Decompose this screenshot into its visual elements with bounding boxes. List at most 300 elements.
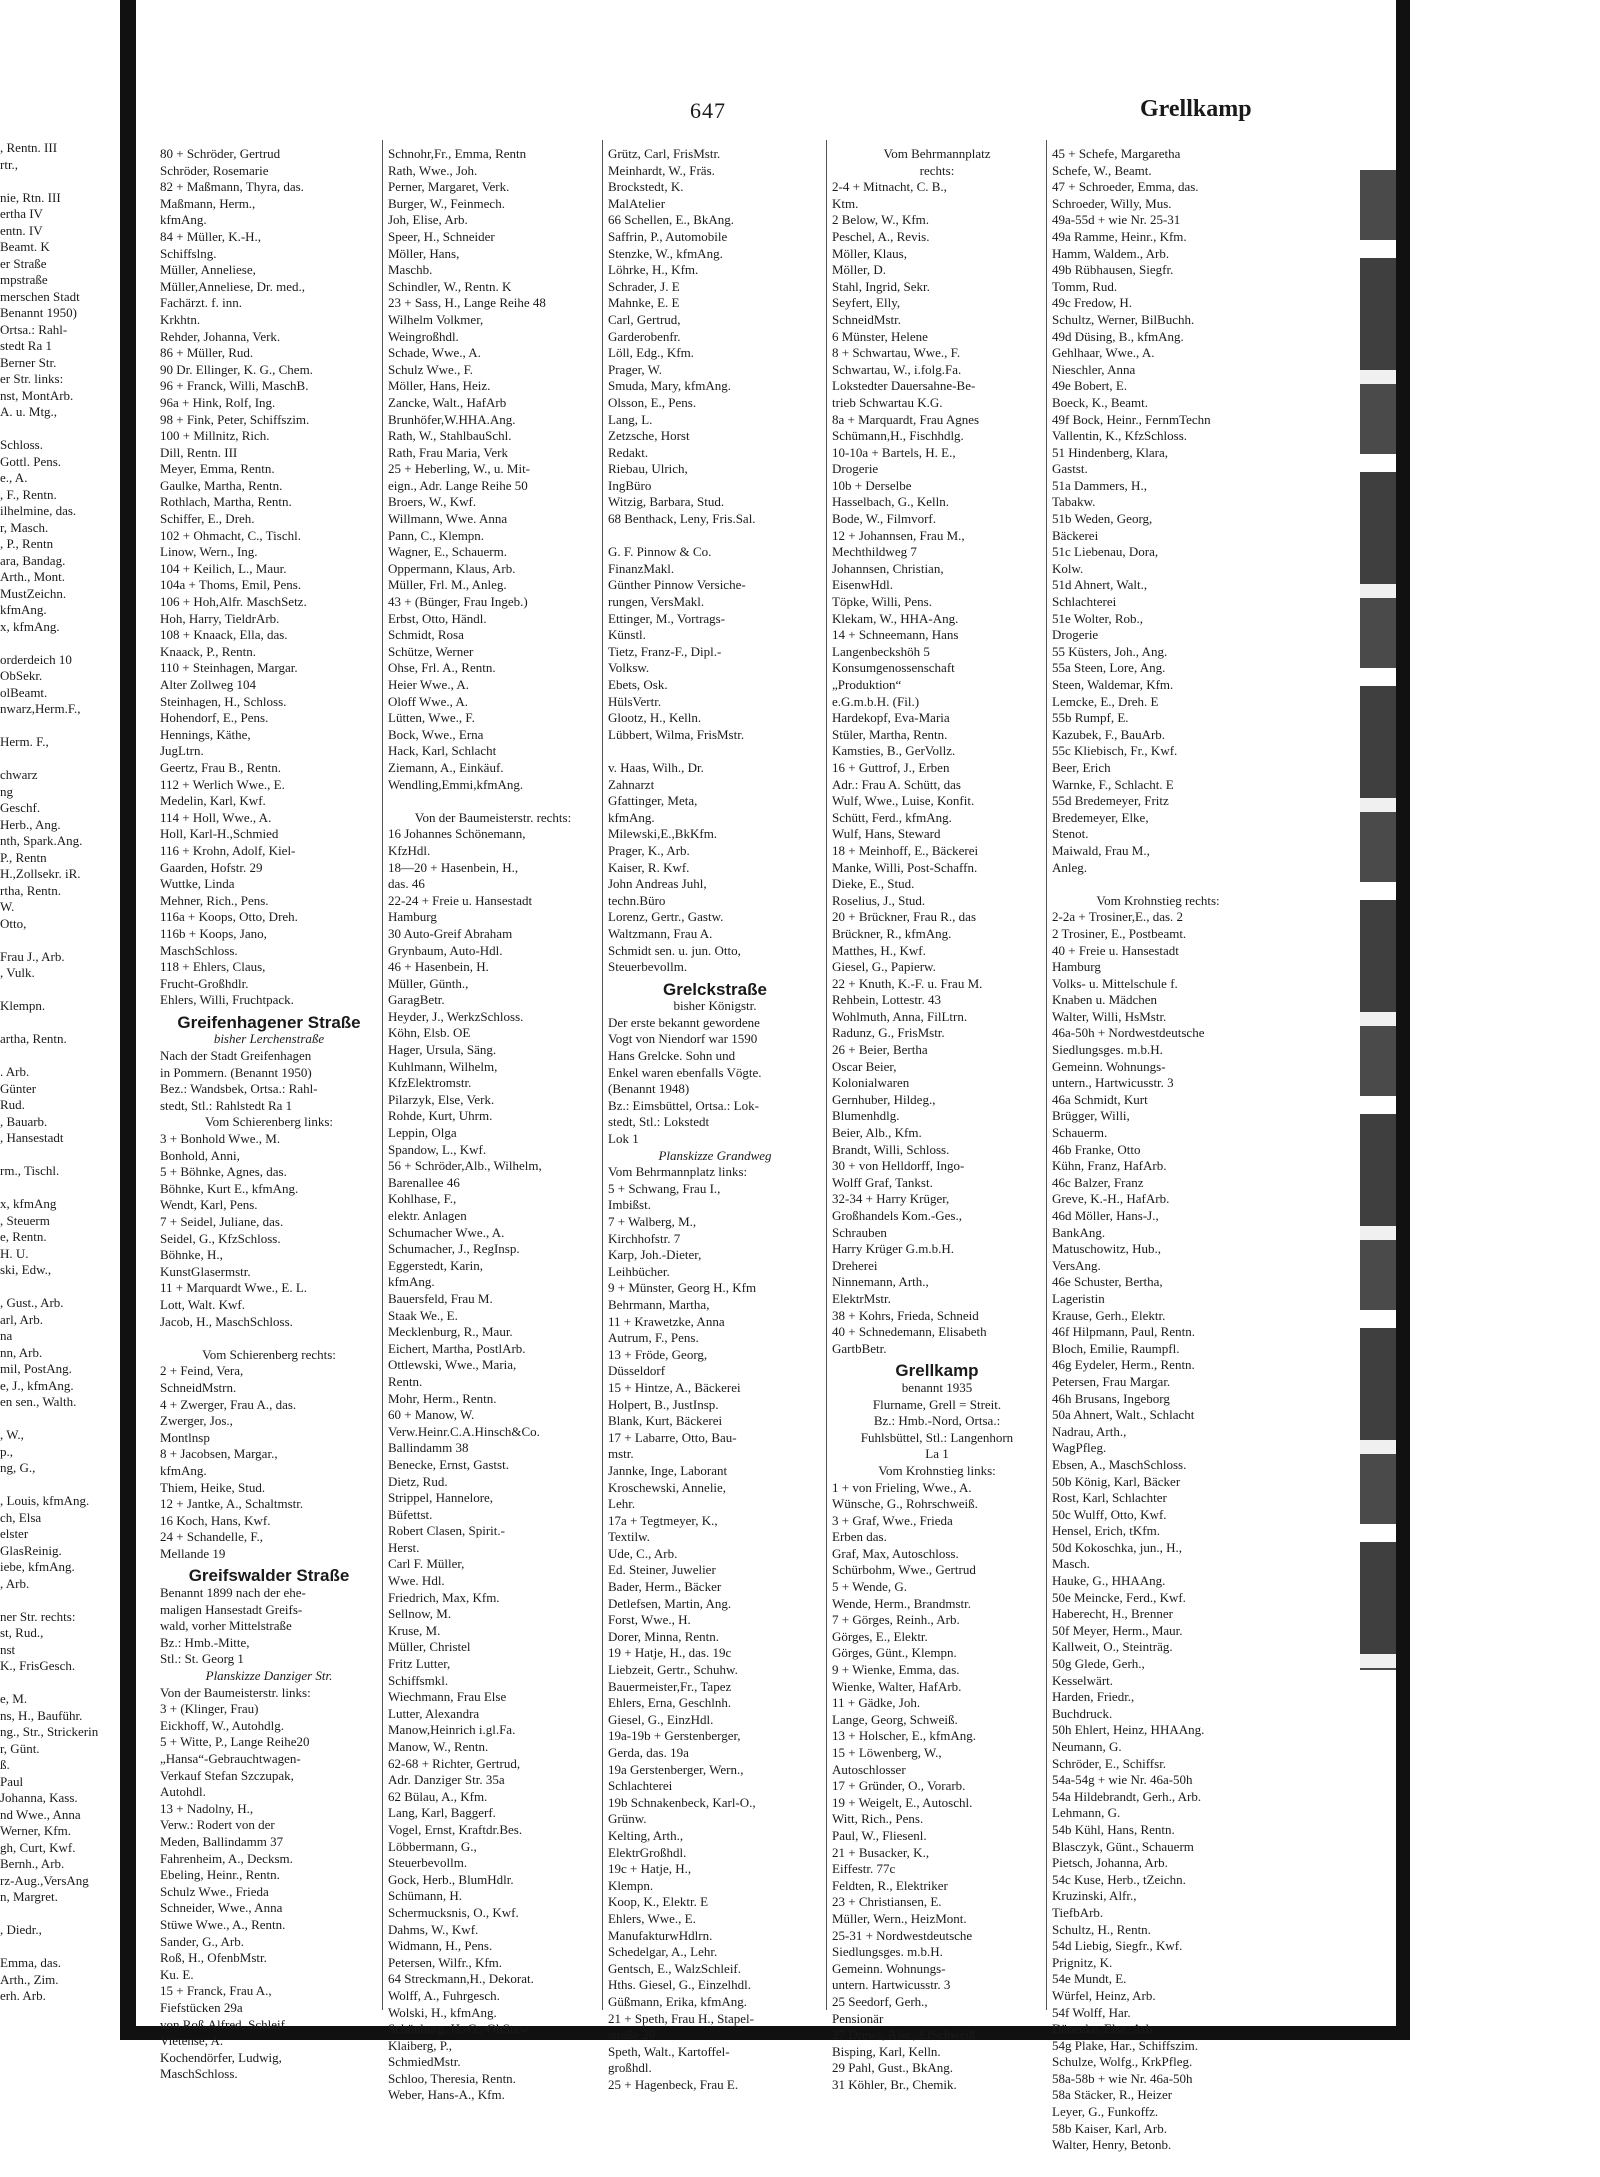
entry-line: Redakt. — [608, 444, 649, 460]
entry-line: „Produktion“ — [832, 677, 902, 692]
entry-line: Hamm, Waldem., Arb. — [1052, 245, 1170, 261]
entry-line: Kirchhofstr. 7 — [608, 1230, 681, 1246]
entry-line: Gernhuber, Hildeg., — [832, 1091, 936, 1107]
entry-line: Lang, Karl, Baggerf. — [388, 1805, 496, 1821]
entry-line: Lok 1 — [608, 1131, 639, 1147]
entry-line: trieb Schwartau K.G. — [832, 394, 943, 410]
entry-line: Müller, Anneliese, — [160, 262, 256, 278]
entry-line: Wulf, Wwe., Luise, Konfit. — [832, 793, 975, 809]
entry-line: Eiffestr. 77c — [832, 1861, 896, 1877]
entry-line: Koop, K., Elektr. E — [608, 1894, 709, 1910]
entry-line: Schultz, H., Rentn. — [1052, 1921, 1151, 1937]
entry-line: Schütze, Werner — [388, 643, 474, 659]
entry-line: e, M. — [0, 1691, 28, 1706]
entry-line: Ebeling, Heinr., Rentn. — [160, 1867, 280, 1883]
entry-line — [0, 173, 118, 190]
entry-line: 104 + Keilich, L., Maur. — [160, 560, 287, 576]
entry-line: Gastst. — [1052, 461, 1088, 477]
entry-line: „Hansa“-Gebrauchtwagen- — [160, 1751, 301, 1766]
entry-line: Berner Str. — [0, 354, 57, 370]
entry-line: Wolski, H., kfmAng. — [388, 2004, 497, 2020]
entry-line: Manow,Heinrich i.gl.Fa. — [388, 1722, 516, 1738]
entry-line: Rost, Karl, Schlachter — [1052, 1490, 1167, 1506]
entry-line: ElektrMstr. — [832, 1290, 891, 1306]
entry-line: Geschf. — [0, 800, 41, 815]
entry-line: Bauersfeld, Frau M. — [388, 1290, 493, 1306]
entry-line: merschen Stadt — [0, 288, 80, 304]
entry-line: eign., Adr. Lange Reihe 50 — [388, 477, 528, 493]
entry-line: nn, Arb. — [0, 1344, 43, 1360]
entry-line: das. 46 — [388, 876, 425, 892]
street-heading: Grelckstraße — [663, 979, 767, 999]
entry-line: Lang, L. — [608, 411, 653, 427]
entry-line: Schade, Wwe., A. — [388, 345, 481, 361]
entry-line: Löll, Edg., Kfm. — [608, 345, 694, 361]
entry-line: Kühn, Franz, HafArb. — [1052, 1158, 1167, 1174]
entry-line: Lütten, Wwe., F. — [388, 710, 475, 726]
entry-line: Klempn. — [608, 1877, 654, 1893]
entry-line: K., FrisGesch. — [0, 1658, 76, 1673]
entry-line — [0, 982, 118, 999]
entry-line: Pensionär — [832, 2010, 884, 2026]
entry-line: , Arb. — [0, 1575, 30, 1591]
entry-line: Löbbermann, G., — [388, 1838, 477, 1854]
entry-line: Pilarzyk, Else, Verk. — [388, 1091, 495, 1107]
note-line: Planskizze Grandweg — [658, 1147, 772, 1163]
entry-line: ch, Elsa — [0, 1509, 42, 1525]
entry-line: Matuschowitz, Hub., — [1052, 1241, 1162, 1257]
page-number: 647 — [690, 98, 726, 123]
entry-line — [0, 1015, 118, 1032]
entry-line: G. F. Pinnow & Co. — [608, 544, 712, 560]
street-heading: er Straße — [0, 255, 47, 271]
entry-line: Schloo, Theresia, Rentn. — [388, 2070, 516, 2086]
entry-line: x, kfmAng. — [0, 618, 60, 634]
entry-line: Joh, Elise, Arb. — [388, 212, 468, 228]
entry-line: Wünsche, G., Rohrschweiß. — [832, 1496, 978, 1512]
entry-line: Bez.: Wandsbek, Ortsa.: Rahl- — [160, 1081, 318, 1097]
entry-line: Ehlers, Wwe., E. — [608, 1910, 696, 1926]
entry-line: , Rentn. III — [0, 140, 58, 155]
entry-line: Forst, Wwe., H. — [608, 1612, 691, 1628]
entry-line: 4 + Zwerger, Frau A., das. — [160, 1396, 297, 1412]
entry-line — [1052, 876, 1264, 893]
entry-line: 2-4 + Mitnacht, C. B., — [832, 179, 947, 195]
entry-line: stedt, Stl.: Lokstedt — [608, 1114, 710, 1130]
entry-line: Seyfert, Elly, — [832, 295, 901, 311]
entry-line: Gfattinger, Meta, — [608, 793, 698, 809]
entry-line: Langenbeckshöh 5 — [832, 643, 930, 659]
entry-line: KunstGlasermstr. — [160, 1263, 251, 1279]
entry-line: Steen, Waldemar, Kfm. — [1052, 677, 1174, 692]
entry-line: ner Str. rechts: — [0, 1608, 76, 1624]
entry-line: Witzig, Barbara, Stud. — [608, 494, 725, 510]
entry-line: Gock, Herb., BlumHdlr. — [388, 1871, 514, 1887]
entry-line: 50g Glede, Gerh., — [1052, 1656, 1145, 1672]
page-header — [150, 98, 1250, 128]
entry-line: rtha, Rentn. — [0, 882, 62, 898]
entry-line: Ballindamm 38 — [388, 1440, 469, 1456]
entry-line: Schlachterei — [608, 1778, 673, 1794]
entry-line: 51b Weden, Georg, — [1052, 511, 1153, 527]
entry-line: rungen, VersMakl. — [608, 594, 705, 610]
entry-line: 50f Meyer, Herm., Maur. — [1052, 1622, 1183, 1638]
entry-line: Leihbücher. — [608, 1263, 670, 1279]
entry-line: W. — [0, 899, 15, 914]
entry-line: , F., Rentn. — [0, 486, 57, 502]
entry-line: Fahrenheim, A., Decksm. — [160, 1850, 293, 1866]
entry-line — [160, 1330, 378, 1347]
entry-line: v. Haas, Wilh., Dr. — [608, 759, 704, 775]
entry-line: Mohr, Herm., Rentn. — [388, 1390, 497, 1406]
entry-line: Giesel, G., EinzHdl. — [608, 1711, 714, 1727]
entry-line: 50b König, Karl, Bäcker — [1052, 1473, 1181, 1489]
entry-line: Zwerger, Jos., — [160, 1413, 233, 1429]
section-line: Vom Krohnstieg links: — [878, 1462, 996, 1478]
entry-line: 3 + Bonhold Wwe., M. — [160, 1131, 281, 1147]
entry-line: 25-31 + Nordwestdeutsche — [832, 1927, 973, 1943]
entry-line: entn. IV — [0, 222, 43, 238]
entry-line: kfmAng. — [608, 809, 655, 825]
entry-line: Broers, W., Kwf. — [388, 494, 477, 510]
entry-line: 40 + Freie u. Hansestadt — [1052, 942, 1179, 958]
section-line: La 1 — [925, 1446, 949, 1462]
entry-line: Beier, Alb., Kfm. — [832, 1125, 922, 1141]
entry-line: Benannt 1899 nach der ehe- — [160, 1585, 306, 1601]
entry-line: Gentsch, E., WalzSchleif. — [608, 1960, 742, 1976]
entry-line: Petersen, Frau Margar. — [1052, 1373, 1171, 1389]
entry-line: Schroeder, Willy, Mus. — [1052, 195, 1172, 211]
entry-line: 98 + Fink, Peter, Schiffszim. — [160, 411, 310, 427]
entry-line: Knaack, P., Rentn. — [160, 643, 257, 659]
entry-line: Bauermeister,Fr., Tapez — [608, 1678, 732, 1694]
entry-line: 19c + Hatje, H., — [608, 1861, 692, 1877]
entry-line: Masch. — [1052, 1556, 1090, 1572]
entry-line: Hensel, Erich, tKfm. — [1052, 1523, 1160, 1539]
entry-line: Bz.: Hmb.-Mitte, — [160, 1634, 250, 1650]
entry-line: 7 + Görges, Reinh., Arb. — [832, 1612, 960, 1628]
entry-line: Geertz, Frau B., Rentn. — [160, 759, 281, 775]
entry-line: Prignitz, K. — [1052, 1954, 1113, 1970]
entry-line: Schermucksnis, O., Kwf. — [388, 1904, 519, 1920]
entry-line: Müller, Frl. M., Anleg. — [388, 577, 507, 593]
entry-line — [0, 635, 118, 652]
entry-line: 12 + Jantke, A., Schaltmstr. — [160, 1496, 304, 1512]
entry-line: Kesselwärt. — [1052, 1672, 1114, 1688]
entry-line: stedt, Stl.: Rahlstedt Ra 1 — [160, 1097, 293, 1113]
entry-line: IngBüro — [608, 477, 652, 493]
entry-line: wald, vorher Mittelstraße — [160, 1618, 292, 1634]
entry-line: GartbBetr. — [832, 1340, 887, 1356]
entry-line: Stenzke, W., kfmAng. — [608, 245, 723, 261]
entry-line: Görges, E., Elektr. — [832, 1628, 928, 1644]
entry-line: Ed. Steiner, Juwelier — [608, 1562, 716, 1578]
entry-line: nth, Spark.Ang. — [0, 833, 83, 848]
entry-line: mpstraße — [0, 272, 48, 287]
entry-line: 47 + Schroeder, Emma, das. — [1052, 179, 1199, 195]
directory-column-4 — [832, 146, 1042, 2092]
entry-line: Roß, H., OfenbMstr. — [160, 1950, 267, 1966]
entry-line: 46f Hilpmann, Paul, Rentn. — [1052, 1324, 1195, 1340]
previous-page-fragment — [0, 140, 118, 2020]
entry-line: MalAtelier — [608, 195, 666, 211]
entry-line: Stüler, Martha, Rentn. — [832, 726, 948, 742]
entry-line: e, J., kfmAng. — [0, 1377, 74, 1393]
entry-line: Schloss. — [0, 437, 43, 452]
entry-line: Seidel, G., KfzSchloss. — [160, 1230, 281, 1246]
entry-line: Gaulke, Martha, Rentn. — [160, 477, 283, 493]
entry-line: Dorer, Minna, Rentn. — [608, 1628, 720, 1644]
entry-line: 9 + Münster, Georg H., Kfm — [608, 1280, 757, 1296]
entry-line: Harden, Friedr., — [1052, 1689, 1135, 1705]
entry-line: Nach der Stadt Greifenhagen — [160, 1048, 312, 1064]
entry-line: Willmann, Wwe. Anna — [388, 511, 508, 527]
entry-line: 16 Johannes Schönemann, — [388, 826, 526, 842]
entry-line: 50e Meincke, Ferd., Kwf. — [1052, 1589, 1186, 1605]
entry-line — [388, 793, 598, 810]
entry-line: Schiffslng. — [160, 245, 217, 261]
entry-line: Görges, Günt., Klempn. — [832, 1645, 957, 1661]
entry-line: Medelin, Karl, Kwf. — [160, 793, 266, 809]
entry-line: , W., — [0, 1427, 24, 1442]
entry-line: Manow, W., Rentn. — [388, 1739, 489, 1754]
entry-line: 19b Schnakenbeck, Karl-O., — [608, 1794, 756, 1810]
entry-line: Garderobenfr. — [608, 328, 681, 344]
entry-line: Hohendorf, E., Pens. — [160, 710, 269, 726]
entry-line: Harry Krüger G.m.b.H. — [832, 1241, 955, 1257]
entry-line: nst, MontArb. — [0, 387, 74, 403]
entry-line: Knaben u. Mädchen — [1052, 992, 1158, 1008]
entry-line: Oloff Wwe., A. — [388, 693, 469, 709]
entry-line: Gaarden, Hofstr. 29 — [160, 859, 263, 875]
entry-line: Kohlhase, F., — [388, 1191, 457, 1207]
entry-line: Bode, W., Filmvorf. — [832, 511, 937, 527]
entry-line: Kazubek, F., BauArb. — [1052, 726, 1166, 742]
entry-line: 30 + von Helldorff, Ingo- — [832, 1158, 965, 1174]
entry-line: Greve, K.-H., HafArb. — [1052, 1191, 1170, 1207]
entry-line: 51d Ahnert, Walt., — [1052, 577, 1148, 593]
entry-line: 54f Wolff, Har. — [1052, 2004, 1131, 2020]
entry-line: Ebsen, A., MaschSchloss. — [1052, 1456, 1187, 1472]
entry-line: 30 Auto-Greif Abraham — [388, 925, 513, 941]
entry-line: rm., Tischl. — [0, 1163, 60, 1178]
entry-line: 13 + Holscher, E., kfmAng. — [832, 1728, 977, 1744]
entry-line: 116b + Koops, Jano, — [160, 925, 267, 941]
entry-line: 84 + Müller, K.-H., — [160, 228, 262, 244]
entry-line: Tomm, Rud. — [1052, 278, 1118, 294]
entry-line: MaschSchloss. — [160, 942, 238, 958]
entry-line: Lutter, Alexandra — [388, 1705, 480, 1721]
entry-line: 23 + Christiansen, E. — [832, 1894, 942, 1910]
entry-line: Werner, Kfm. — [0, 1823, 71, 1838]
entry-line: 46b Franke, Otto — [1052, 1141, 1141, 1157]
entry-line: 54a-54g + wie Nr. 46a-50h — [1052, 1772, 1193, 1788]
entry-line: Kruse, M. — [388, 1622, 441, 1638]
entry-line: Müller,Anneliese, Dr. med., — [160, 278, 305, 294]
entry-line: elster — [0, 1526, 29, 1541]
entry-line — [0, 932, 118, 949]
entry-line: Wagner, E., Schauerm. — [388, 544, 507, 560]
entry-line: Prager, K., Arb. — [608, 842, 690, 858]
entry-line: 6 Münster, Helene — [832, 328, 928, 344]
entry-line: MaschSchloss. — [160, 2066, 238, 2082]
entry-line: Günter — [0, 1080, 37, 1096]
entry-line: mstr. — [608, 1446, 634, 1462]
entry-line: 23 + Sass, H., Lange Reihe 48 — [388, 295, 546, 311]
section-line: Von der Baumeisterstr. rechts: — [414, 809, 572, 825]
entry-line: 46d Möller, Hans-J., — [1052, 1208, 1159, 1223]
entry-line: Kruzinski, Alfr., — [1052, 1888, 1137, 1904]
entry-line: Verw.: Rodert von der — [160, 1817, 275, 1833]
entry-line: ilhelmine, das. — [0, 503, 77, 518]
entry-line: Lemcke, E., Dreh. E — [1052, 693, 1159, 709]
entry-line: Manke, Willi, Post-Schaffn. — [832, 859, 978, 875]
entry-line: Bonhold, Anni, — [160, 1147, 240, 1163]
entry-line: KfzHdl. — [388, 842, 431, 858]
entry-line: H. U. — [0, 1245, 29, 1261]
entry-line: mil, PostAng. — [0, 1361, 72, 1376]
entry-line: Schröder, Rosemarie — [160, 162, 269, 178]
entry-line: 58a-58b + wie Nr. 46a-50h — [1052, 2070, 1193, 2086]
entry-line: e, Rentn. — [0, 1229, 47, 1244]
entry-line: Ebets, Osk. — [608, 677, 668, 692]
entry-line: Volks- u. Mittelschule f. — [1052, 975, 1178, 991]
entry-line: 19a-19b + Gerstenberger, — [608, 1728, 741, 1744]
entry-line: Töpke, Willi, Pens. — [832, 594, 932, 610]
entry-line: 8a + Marquardt, Frau Agnes — [832, 411, 980, 427]
entry-line: Schmidt, Rosa — [388, 627, 464, 643]
entry-line: Ortsa.: Rahl- — [0, 321, 68, 337]
entry-line: 27 Drews, Alw., ElSchweiß. — [832, 2027, 979, 2043]
section-line: rechts: — [919, 162, 955, 178]
entry-line: Matthes, H., Kwf. — [832, 942, 926, 958]
entry-line: 46c Balzer, Franz — [1052, 1174, 1144, 1190]
entry-line: Kelting, Arth., — [608, 1827, 684, 1843]
entry-line: Rud. — [0, 1097, 25, 1112]
entry-line: TiefbArb. — [1052, 1904, 1104, 1920]
entry-line: JugLtrn. — [160, 743, 204, 759]
entry-line: Volksw. — [608, 660, 650, 676]
section-line: bisher Königstr. — [673, 998, 757, 1014]
entry-line: rtr., — [0, 156, 19, 172]
entry-line: Rehbein, Lottestr. 43 — [832, 992, 942, 1008]
entry-line: Roselius, J., Stud. — [832, 892, 926, 908]
entry-line: orderdeich 10 — [0, 651, 72, 667]
entry-line: SchneidMstrn. — [160, 1379, 237, 1395]
entry-line: Bisping, Karl, Kelln. — [832, 2043, 941, 2059]
entry-line: Radunz, G., FrisMstr. — [832, 1025, 945, 1041]
entry-line: 49a-55d + wie Nr. 25-31 — [1052, 212, 1181, 228]
entry-line: Otto, — [0, 915, 27, 931]
street-heading: Greifswalder Straße — [188, 1566, 350, 1586]
entry-line: 12 + Johannsen, Frau M., — [832, 527, 965, 543]
entry-line: ng, G., — [0, 1460, 36, 1475]
entry-line: 50a Ahnert, Walt., Schlacht — [1052, 1407, 1195, 1423]
entry-line: Meyer, Emma, Rentn. — [160, 461, 275, 477]
entry-line: 49f Bock, Heinr., FernmTechn — [1052, 411, 1211, 427]
entry-line: 108 + Knaack, Ella, das. — [160, 627, 288, 643]
entry-line: arl, Arb. — [0, 1311, 43, 1327]
directory-column-1 — [160, 146, 378, 2082]
entry-line: Brückner, R., kfmAng. — [832, 925, 952, 941]
entry-line: Schneider, Wwe., Anna — [160, 1900, 283, 1916]
entry-line: 55d Bredemeyer, Fritz — [1052, 793, 1169, 809]
entry-line: 13 + Nadolny, H., — [160, 1800, 254, 1816]
entry-line: 3 + Graf, Wwe., Frieda — [832, 1512, 953, 1528]
entry-line: kfmAng. — [0, 602, 47, 617]
entry-line: Möller, Hans, Heiz. — [388, 378, 491, 394]
entry-line: Johanna, Kass. — [0, 1790, 78, 1805]
entry-line: Schedelgar, A., Lehr. — [608, 1944, 718, 1960]
entry-line: Liebzeit, Gertr., Schuhw. — [608, 1662, 738, 1678]
entry-line: na — [0, 1328, 13, 1343]
entry-line: großhdl. — [608, 2060, 652, 2076]
entry-line: Maschb. — [388, 262, 433, 278]
entry-line: Schultz, Werner, BilBuchh. — [1052, 311, 1195, 327]
entry-line: r, Günt. — [0, 1740, 40, 1756]
entry-line: Alter Zollweg 104 — [160, 677, 257, 692]
entry-line: Sander, G., Arb. — [160, 1933, 244, 1949]
directory-column-5 — [1052, 146, 1264, 2153]
entry-line: Schmidt sen. u. jun. Otto, — [608, 942, 741, 958]
entry-line: Enkel waren ebenfalls Vögte. — [608, 1064, 762, 1080]
entry-line: Hennings, Käthe, — [160, 726, 251, 742]
entry-line: Lokstedter Dauersahne-Be- — [832, 378, 976, 394]
entry-line: Ettinger, M., Vortrags- — [608, 610, 726, 626]
entry-line: 54d Liebig, Siegfr., Kwf. — [1052, 1938, 1183, 1954]
entry-line: 55b Rumpf, E. — [1052, 710, 1129, 726]
entry-line — [0, 1477, 118, 1494]
entry-line: Zancke, Walt., HafArb — [388, 394, 507, 410]
entry-line: Rentn. — [388, 1373, 423, 1389]
entry-line: Mahnke, E. E — [608, 295, 680, 311]
entry-line: Lott, Walt. Kwf. — [160, 1296, 246, 1312]
entry-line: 5 + Böhnke, Agnes, das. — [160, 1164, 287, 1180]
entry-line: Wiechmann, Frau Else — [388, 1689, 507, 1705]
entry-line: Siedlungsges. m.b.H. — [832, 1944, 943, 1960]
entry-line: Ehlers, Willi, Fruchtpack. — [160, 992, 294, 1008]
entry-line: Fritz Lutter, — [388, 1656, 451, 1672]
entry-line: nwarz,Herm.F., — [0, 701, 81, 716]
entry-line: Büfettst. — [388, 1506, 433, 1522]
entry-line: Paul — [0, 1773, 24, 1789]
binding-edge — [120, 0, 136, 2040]
entry-line: 38 + Kohrs, Frieda, Schneid — [832, 1307, 979, 1323]
entry-line: 54a Hildebrandt, Gerh., Arb. — [1052, 1788, 1202, 1804]
entry-line: 15 + Franck, Frau A., — [160, 1983, 272, 1999]
entry-line: Milewski,E.,BkKfm. — [608, 826, 718, 842]
entry-line: 54g Plake, Har., Schiffszim. — [1052, 2037, 1198, 2053]
entry-line: 55c Kliebisch, Fr., Kwf. — [1052, 743, 1178, 759]
entry-line: Kolw. — [1052, 560, 1084, 576]
entry-line: 10b + Derselbe — [832, 477, 912, 493]
entry-line: Maßmann, Herm., — [160, 195, 256, 211]
entry-line: Haberecht, H., Brenner — [1052, 1606, 1173, 1622]
page-edge-right — [1396, 0, 1410, 2040]
entry-line: Ktm. — [832, 195, 859, 211]
entry-line: ng — [0, 783, 13, 799]
entry-line: Thiem, Heike, Stud. — [160, 1479, 266, 1495]
column-divider — [602, 140, 603, 2010]
entry-line: 49e Bobert, E. — [1052, 378, 1128, 394]
entry-line: Holpert, B., JustInsp. — [608, 1396, 719, 1412]
entry-line: Bernh., Arb. — [0, 1856, 65, 1871]
entry-line: Adr.: Frau A. Schütt, das — [832, 776, 961, 792]
entry-line: Mellande 19 — [160, 1545, 226, 1561]
entry-line: Giesel, G., Papierw. — [832, 959, 936, 975]
entry-line: Warnke, F., Schlacht. E — [1052, 776, 1174, 792]
entry-line: Stl.: St. Georg 1 — [160, 1651, 244, 1667]
